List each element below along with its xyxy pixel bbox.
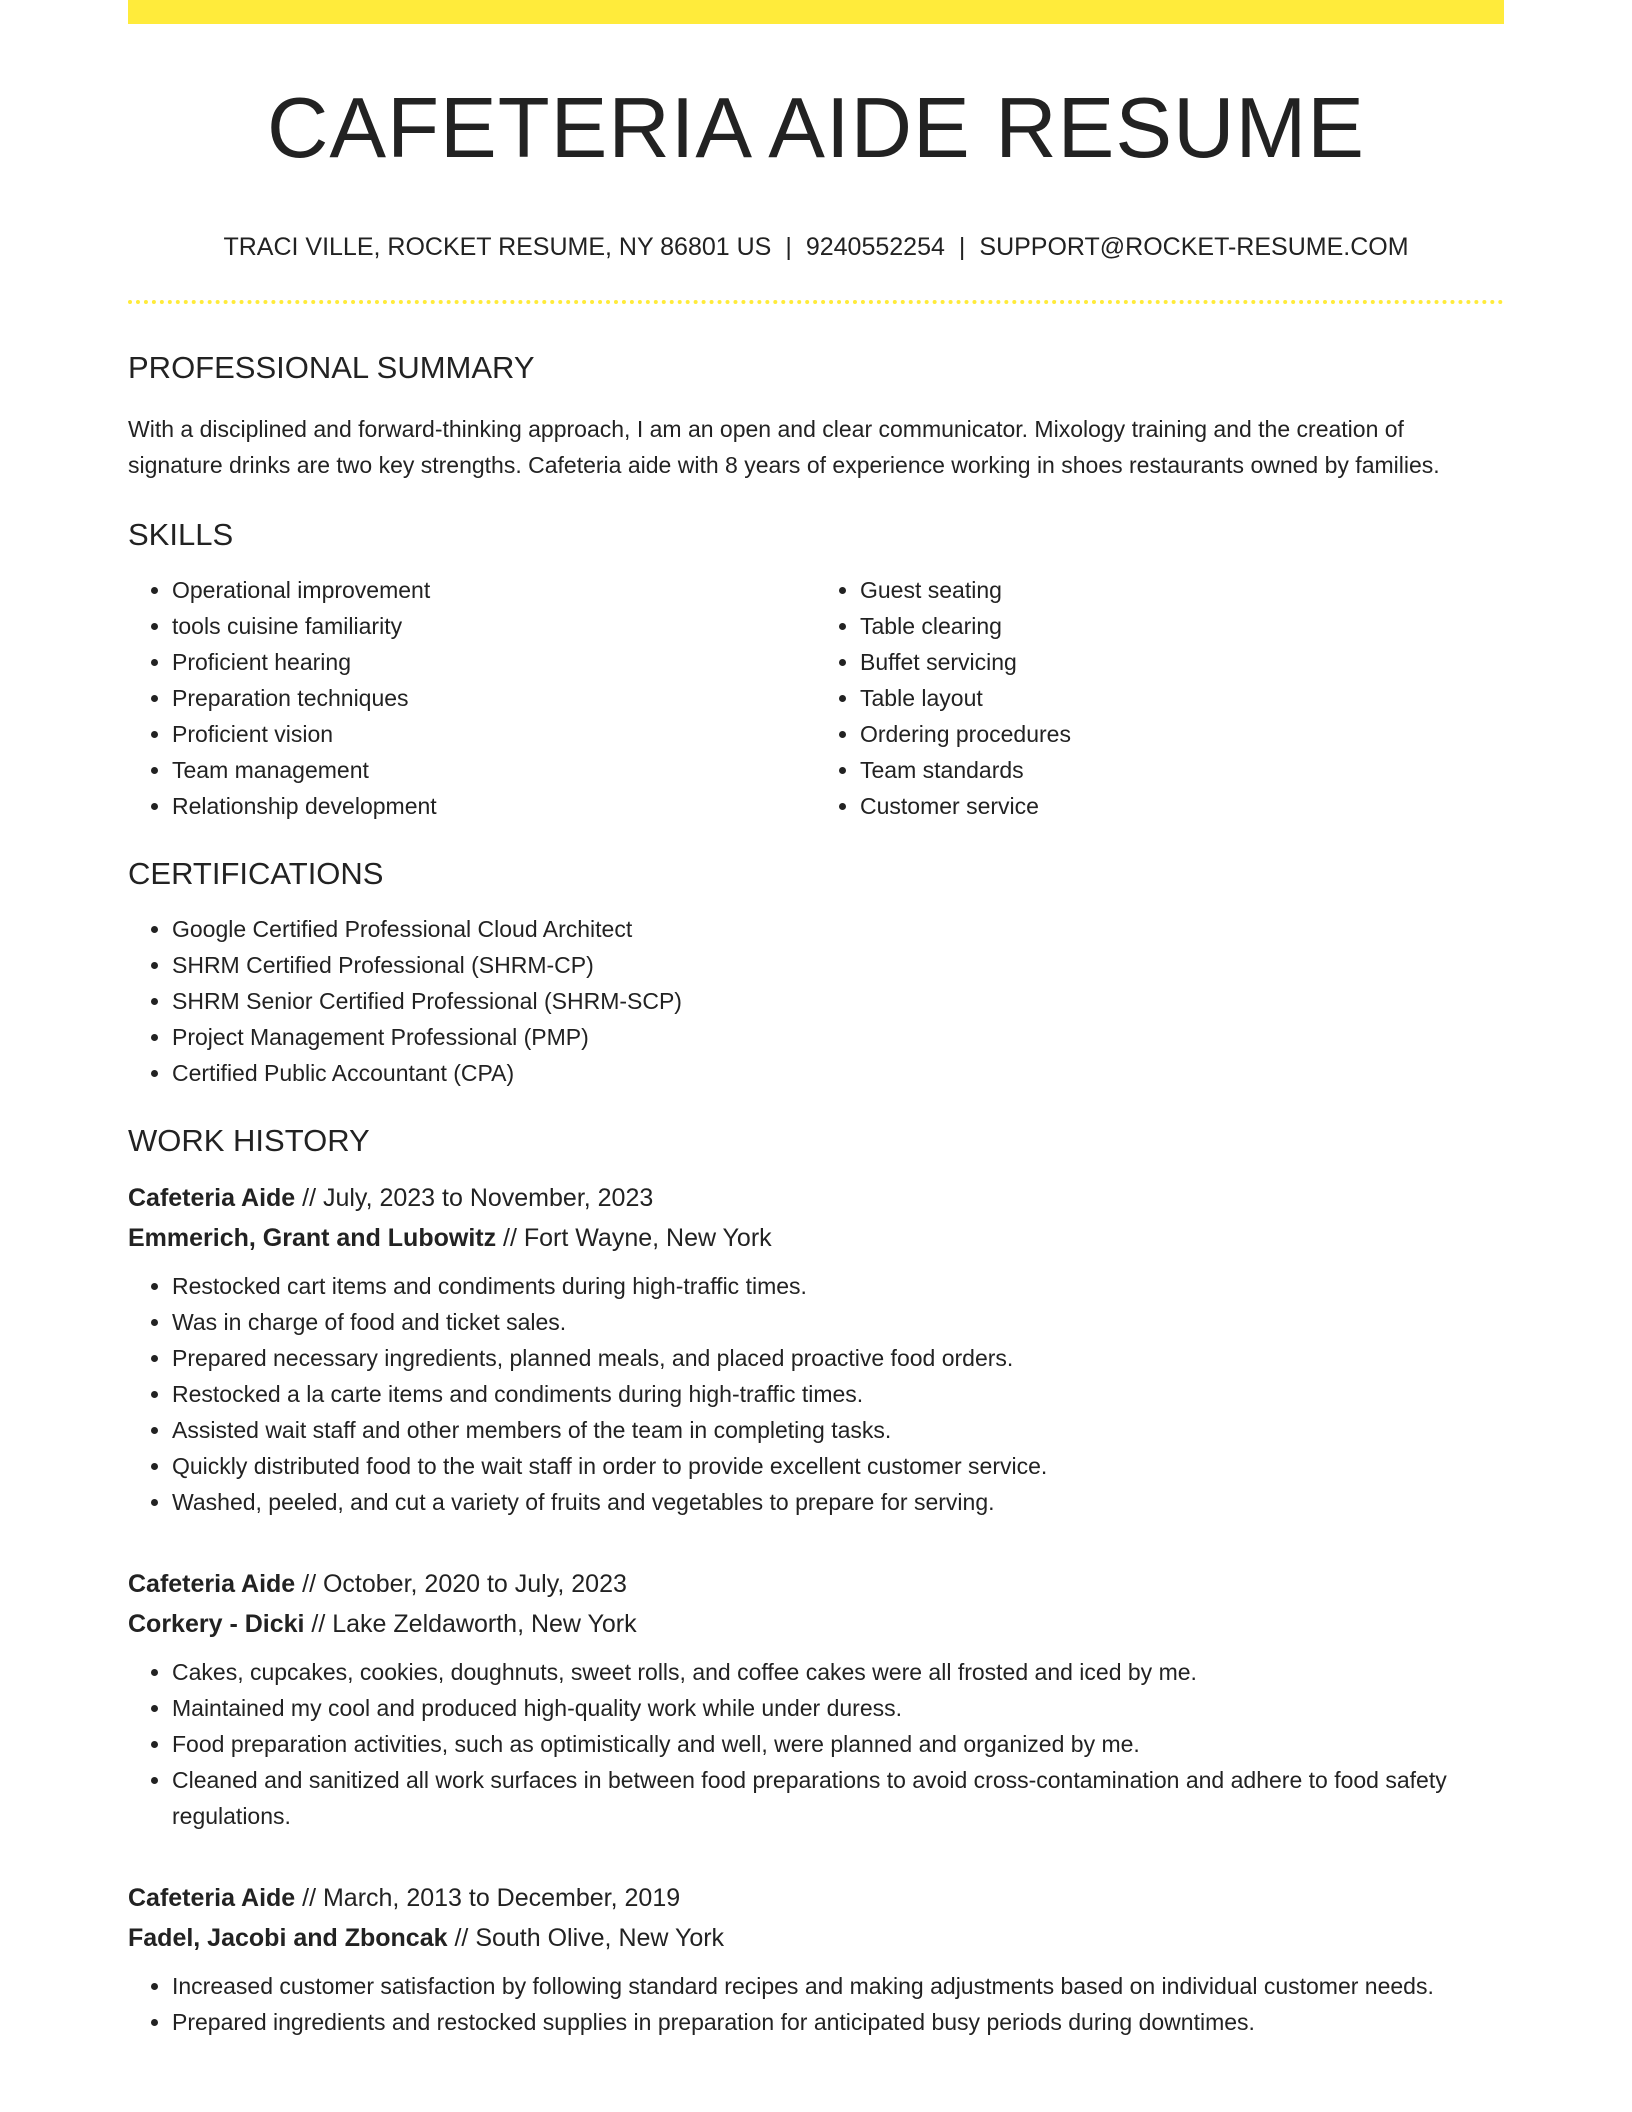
job-title-line	[128, 1564, 1504, 1604]
contact-line	[128, 235, 1504, 260]
job-location: // South Olive, New York	[447, 1924, 725, 1952]
skill-item: • Proficient hearing	[172, 644, 816, 680]
job-dates: // March, 2013 to December, 2019	[295, 1884, 681, 1912]
job-entry	[128, 1178, 1504, 1520]
certification-item: • Certified Public Accountant (CPA)	[172, 1055, 1504, 1091]
job-duty-item: • Quickly distributed food to the wait staff in order to provide excellent customer service.	[172, 1448, 1504, 1484]
job-title: Cafeteria Aide	[128, 1570, 296, 1598]
certification-item: • SHRM Certified Professional (SHRM-CP)	[172, 947, 1504, 983]
job-duty-item: • Maintained my cool and produced high-quality work while under duress.	[172, 1690, 1504, 1726]
job-company: Corkery - Dicki	[128, 1610, 305, 1638]
skill-item: • Guest seating	[860, 572, 1504, 608]
contact-email[interactable]: SUPPORT@ROCKET-RESUME.COM	[979, 233, 1409, 261]
summary-heading: PROFESSIONAL SUMMARY	[128, 350, 535, 385]
work-history-heading: WORK HISTORY	[128, 1123, 370, 1158]
job-title-line	[128, 1178, 1504, 1218]
summary-text: With a disciplined and forward-thinking approach, I am an open and clear communicator. Mixology training and the creation of signature drinks are two key strengths. Cafeteria aide with 8 years of experience working in shoes restaurants owned by families.	[128, 416, 1440, 478]
skill-item: • Team management	[172, 752, 816, 788]
resume-page	[128, 0, 1504, 2040]
skill-item: • Buffet servicing	[860, 644, 1504, 680]
certifications-list	[128, 911, 1504, 1091]
job-duties-list	[128, 1268, 1504, 1520]
job-title-line	[128, 1878, 1504, 1918]
certification-item: • Google Certified Professional Cloud Architect	[172, 911, 1504, 947]
skills-columns	[128, 572, 1504, 824]
skill-item: • Table layout	[860, 680, 1504, 716]
certifications-heading: CERTIFICATIONS	[128, 856, 384, 891]
job-duty-item: • Increased customer satisfaction by following standard recipes and making adjustments based on individual customer needs.	[172, 1968, 1504, 2004]
job-duties-list	[128, 1968, 1504, 2040]
job-company: Emmerich, Grant and Lubowitz	[128, 1224, 497, 1252]
job-location: // Lake Zeldaworth, New York	[304, 1610, 637, 1638]
header-divider	[128, 300, 1504, 304]
certification-item: • SHRM Senior Certified Professional (SHRM-SCP)	[172, 983, 1504, 1019]
job-duty-item: • Prepared necessary ingredients, planned meals, and placed proactive food orders.	[172, 1340, 1504, 1376]
job-duty-item: • Prepared ingredients and restocked supplies in preparation for anticipated busy periods during downtimes.	[172, 2004, 1504, 2040]
skill-item: • Proficient vision	[172, 716, 816, 752]
top-accent-bar	[128, 0, 1504, 24]
skill-item: • Ordering procedures	[860, 716, 1504, 752]
skill-item: • Table clearing	[860, 608, 1504, 644]
job-duty-item: • Washed, peeled, and cut a variety of fruits and vegetables to prepare for serving.	[172, 1484, 1504, 1520]
job-title: Cafeteria Aide	[128, 1884, 296, 1912]
skill-item: • Customer service	[860, 788, 1504, 824]
job-company: Fadel, Jacobi and Zboncak	[128, 1924, 448, 1952]
job-company-line	[128, 1218, 1504, 1258]
skill-item: • Team standards	[860, 752, 1504, 788]
job-duty-item: • Cakes, cupcakes, cookies, doughnuts, sweet rolls, and coffee cakes were all frosted and iced by me.	[172, 1654, 1504, 1690]
skill-item: • Operational improvement	[172, 572, 816, 608]
job-company-line	[128, 1918, 1504, 1958]
skills-heading: SKILLS	[128, 517, 234, 552]
job-duty-item: • Restocked a la carte items and condiments during high-traffic times.	[172, 1376, 1504, 1412]
job-duties-list	[128, 1654, 1504, 1834]
job-dates: // July, 2023 to November, 2023	[295, 1184, 654, 1212]
job-title: Cafeteria Aide	[128, 1184, 296, 1212]
job-entry	[128, 1878, 1504, 2040]
skills-list-left	[128, 572, 816, 824]
contact-separator: |	[958, 233, 966, 261]
skill-item: • Relationship development	[172, 788, 816, 824]
job-duty-item: • Restocked cart items and condiments during high-traffic times.	[172, 1268, 1504, 1304]
job-duty-item: • Cleaned and sanitized all work surfaces in between food preparations to avoid cross-contamination and adhere to food safety regulations.	[172, 1762, 1504, 1834]
job-location: // Fort Wayne, New York	[496, 1224, 772, 1252]
skill-item: • Preparation techniques	[172, 680, 816, 716]
job-duty-item: • Assisted wait staff and other members of the team in completing tasks.	[172, 1412, 1504, 1448]
job-dates: // October, 2020 to July, 2023	[295, 1570, 627, 1598]
contact-address: TRACI VILLE, ROCKET RESUME, NY 86801 US	[223, 233, 772, 261]
resume-title: CAFETERIA AIDE RESUME	[267, 81, 1365, 176]
contact-phone[interactable]: 9240552254	[805, 233, 945, 261]
skill-item: • tools cuisine familiarity	[172, 608, 816, 644]
certification-item: • Project Management Professional (PMP)	[172, 1019, 1504, 1055]
contact-separator: |	[785, 233, 792, 261]
job-company-line	[128, 1604, 1504, 1644]
job-entry	[128, 1564, 1504, 1834]
job-duty-item: • Was in charge of food and ticket sales.	[172, 1304, 1504, 1340]
job-duty-item: • Food preparation activities, such as optimistically and well, were planned and organized by me.	[172, 1726, 1504, 1762]
skills-list-right	[816, 572, 1504, 824]
